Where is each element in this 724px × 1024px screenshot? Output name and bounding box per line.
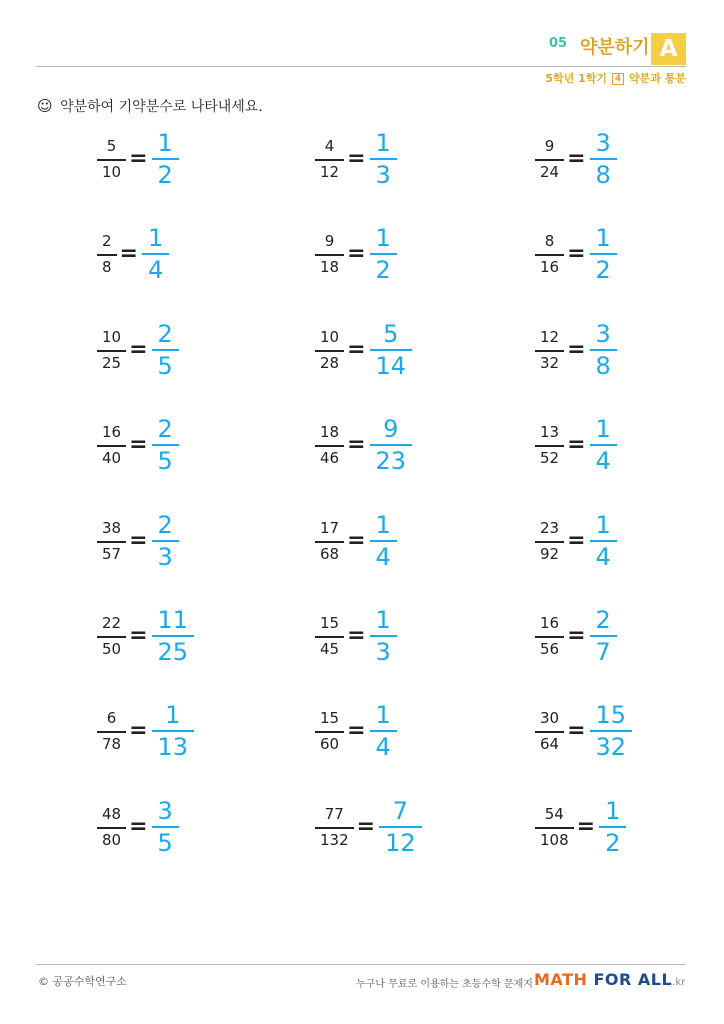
question-fraction bbox=[535, 327, 564, 372]
equals-sign: = bbox=[129, 814, 148, 839]
answer-numerator: 2 bbox=[157, 511, 173, 539]
question-denominator: 16 bbox=[540, 257, 560, 276]
question-denominator: 92 bbox=[540, 544, 560, 563]
answer-denominator: 5 bbox=[157, 829, 173, 857]
question-fraction bbox=[315, 518, 344, 563]
answer-numerator: 11 bbox=[157, 606, 189, 634]
equals-sign: = bbox=[129, 623, 148, 648]
fraction-bar bbox=[97, 159, 126, 161]
fraction-bar bbox=[535, 445, 564, 447]
fraction-bar bbox=[315, 159, 344, 161]
answer-fraction-bar bbox=[599, 826, 626, 828]
question-numerator: 2 bbox=[102, 231, 112, 250]
answer-denominator: 3 bbox=[157, 543, 173, 571]
answer-fraction-bar bbox=[590, 540, 617, 542]
problem-item bbox=[315, 799, 422, 855]
answer-denominator: 5 bbox=[157, 352, 173, 380]
problem-item bbox=[535, 226, 617, 282]
answer-denominator: 8 bbox=[595, 352, 611, 380]
equals-sign: = bbox=[347, 337, 366, 362]
answer-numerator: 1 bbox=[375, 606, 391, 634]
answer-fraction-bar bbox=[152, 826, 179, 828]
question-denominator: 12 bbox=[320, 162, 340, 181]
equals-sign: = bbox=[567, 432, 586, 457]
answer-numerator: 1 bbox=[375, 224, 391, 252]
footer-slogan: 누구나 무료로 이용하는 초등수학 문제지 bbox=[356, 979, 533, 990]
answer-fraction-bar bbox=[370, 540, 397, 542]
question-fraction bbox=[535, 136, 564, 181]
equals-sign: = bbox=[567, 718, 586, 743]
question-fraction bbox=[315, 231, 344, 276]
question-denominator: 56 bbox=[540, 639, 560, 658]
answer-fraction-bar bbox=[590, 253, 617, 255]
answer-fraction bbox=[152, 131, 179, 187]
subtitle-chapter: 약분과 통분 bbox=[629, 72, 686, 85]
instruction-text: 약분하여 기약분수로 나타내세요. bbox=[60, 99, 263, 115]
answer-numerator: 1 bbox=[375, 701, 391, 729]
problem-item bbox=[535, 513, 617, 569]
answer-numerator: 1 bbox=[595, 415, 611, 443]
answer-fraction-bar bbox=[152, 349, 179, 351]
answer-fraction-bar bbox=[590, 635, 617, 637]
fraction-bar bbox=[315, 445, 344, 447]
answer-fraction-bar bbox=[142, 253, 169, 255]
equals-sign: = bbox=[347, 528, 366, 553]
answer-numerator: 1 bbox=[375, 511, 391, 539]
answer-numerator: 2 bbox=[595, 606, 611, 634]
answer-denominator: 14 bbox=[375, 352, 407, 380]
question-fraction bbox=[97, 613, 126, 658]
question-numerator: 15 bbox=[320, 708, 340, 727]
answer-numerator: 7 bbox=[392, 797, 408, 825]
answer-fraction bbox=[142, 226, 169, 282]
question-numerator: 6 bbox=[106, 708, 117, 727]
brand-math: MATH bbox=[534, 970, 594, 989]
answer-denominator: 4 bbox=[147, 256, 164, 284]
smiley-icon: ☺ bbox=[37, 97, 53, 115]
answer-numerator: 3 bbox=[595, 129, 611, 157]
problem-item bbox=[535, 799, 626, 855]
equals-sign: = bbox=[129, 718, 148, 743]
equals-sign: = bbox=[129, 146, 148, 171]
answer-fraction bbox=[370, 131, 397, 187]
fraction-bar bbox=[315, 731, 344, 733]
answer-denominator: 5 bbox=[157, 447, 173, 475]
equals-sign: = bbox=[576, 814, 596, 839]
question-numerator: 54 bbox=[544, 804, 564, 823]
answer-fraction bbox=[152, 608, 195, 664]
equals-sign: = bbox=[129, 528, 148, 553]
fraction-bar bbox=[97, 350, 126, 352]
answer-fraction-bar bbox=[152, 444, 179, 446]
answer-fraction bbox=[590, 703, 633, 759]
fraction-bar bbox=[535, 636, 564, 638]
question-numerator: 10 bbox=[320, 327, 340, 346]
equals-sign: = bbox=[567, 337, 586, 362]
worksheet-title: 약분하기 bbox=[580, 37, 650, 58]
question-denominator: 40 bbox=[102, 448, 122, 467]
answer-fraction-bar bbox=[590, 730, 633, 732]
question-denominator: 57 bbox=[102, 544, 122, 563]
problem-item bbox=[315, 608, 397, 664]
answer-denominator: 4 bbox=[375, 733, 391, 761]
copyright: © 공공수학연구소 bbox=[38, 975, 127, 988]
answer-denominator: 3 bbox=[375, 161, 391, 189]
answer-fraction-bar bbox=[379, 826, 422, 828]
fraction-bar bbox=[535, 541, 564, 543]
answer-fraction-bar bbox=[590, 444, 617, 446]
answer-fraction-bar bbox=[370, 730, 397, 732]
answer-fraction-bar bbox=[370, 158, 397, 160]
question-numerator: 5 bbox=[106, 136, 117, 155]
answer-fraction-bar bbox=[152, 730, 195, 732]
answer-fraction-bar bbox=[370, 635, 397, 637]
answer-denominator: 4 bbox=[595, 447, 611, 475]
answer-denominator: 7 bbox=[595, 638, 611, 666]
answer-numerator: 3 bbox=[595, 320, 611, 348]
equals-sign: = bbox=[347, 718, 366, 743]
problem-item bbox=[97, 799, 179, 855]
question-denominator: 80 bbox=[102, 830, 122, 849]
question-numerator: 12 bbox=[540, 327, 560, 346]
question-fraction bbox=[97, 231, 117, 276]
problem-item bbox=[97, 513, 179, 569]
question-denominator: 132 bbox=[320, 830, 349, 849]
answer-fraction bbox=[152, 513, 179, 569]
problem-item bbox=[97, 322, 179, 378]
answer-denominator: 2 bbox=[605, 829, 621, 857]
brand-suffix: .kr bbox=[672, 977, 686, 988]
answer-fraction bbox=[379, 799, 422, 855]
question-numerator: 9 bbox=[544, 136, 555, 155]
answer-denominator: 23 bbox=[375, 447, 407, 475]
answer-fraction bbox=[590, 322, 617, 378]
equals-sign: = bbox=[119, 241, 138, 266]
answer-fraction bbox=[370, 703, 397, 759]
brand-forall: FOR ALL bbox=[593, 970, 673, 989]
question-denominator: 52 bbox=[540, 448, 560, 467]
chapter-number-box: 4 bbox=[612, 73, 624, 85]
question-fraction bbox=[97, 708, 126, 753]
question-numerator: 23 bbox=[540, 518, 560, 537]
fraction-bar bbox=[315, 350, 344, 352]
problem-item bbox=[97, 703, 194, 759]
problem-item bbox=[315, 322, 412, 378]
question-numerator: 48 bbox=[102, 804, 122, 823]
fraction-bar bbox=[535, 254, 564, 256]
answer-fraction bbox=[370, 513, 397, 569]
question-fraction bbox=[535, 804, 574, 849]
problem-item bbox=[535, 131, 617, 187]
answer-denominator: 32 bbox=[595, 733, 627, 761]
problem-item bbox=[315, 703, 397, 759]
question-fraction bbox=[315, 804, 354, 849]
question-denominator: 108 bbox=[540, 830, 569, 849]
question-numerator: 13 bbox=[540, 422, 560, 441]
answer-numerator: 5 bbox=[383, 320, 399, 348]
equals-sign: = bbox=[347, 432, 366, 457]
problem-item bbox=[535, 417, 617, 473]
answer-denominator: 12 bbox=[385, 829, 416, 857]
problem-item bbox=[535, 703, 632, 759]
problem-item bbox=[535, 322, 617, 378]
question-fraction bbox=[315, 136, 344, 181]
fraction-bar bbox=[315, 541, 344, 543]
equals-sign: = bbox=[347, 623, 366, 648]
question-numerator: 18 bbox=[320, 422, 340, 441]
problem-item bbox=[315, 131, 397, 187]
problem-item bbox=[535, 608, 617, 664]
answer-fraction-bar bbox=[590, 349, 617, 351]
question-numerator: 22 bbox=[102, 613, 122, 632]
fraction-bar bbox=[535, 350, 564, 352]
question-denominator: 28 bbox=[320, 353, 340, 372]
answer-denominator: 13 bbox=[157, 733, 189, 761]
answer-fraction bbox=[590, 513, 617, 569]
answer-fraction bbox=[370, 608, 397, 664]
question-numerator: 8 bbox=[544, 231, 555, 250]
question-numerator: 16 bbox=[102, 422, 122, 441]
question-numerator: 10 bbox=[102, 327, 122, 346]
answer-denominator: 4 bbox=[595, 543, 611, 571]
fraction-bar bbox=[97, 636, 126, 638]
problem-item bbox=[315, 513, 397, 569]
question-fraction bbox=[535, 422, 564, 467]
fraction-bar bbox=[315, 827, 354, 829]
question-fraction bbox=[535, 613, 564, 658]
equals-sign: = bbox=[356, 814, 376, 839]
question-denominator: 25 bbox=[102, 353, 122, 372]
brand-logo bbox=[534, 970, 685, 989]
problem-item bbox=[315, 417, 412, 473]
equals-sign: = bbox=[129, 337, 148, 362]
answer-fraction bbox=[590, 226, 617, 282]
equals-sign: = bbox=[347, 146, 366, 171]
fraction-bar bbox=[535, 731, 564, 733]
answer-numerator: 15 bbox=[595, 701, 627, 729]
equals-sign: = bbox=[567, 146, 586, 171]
fraction-bar bbox=[97, 445, 126, 447]
answer-fraction bbox=[152, 322, 179, 378]
problem-item bbox=[315, 226, 397, 282]
question-fraction bbox=[315, 613, 344, 658]
subtitle-grade: 5학년 1학기 bbox=[545, 72, 608, 85]
level-badge: A bbox=[651, 33, 686, 65]
answer-fraction bbox=[590, 131, 617, 187]
answer-fraction-bar bbox=[152, 635, 195, 637]
unit-number: 05 bbox=[549, 36, 568, 51]
answer-fraction bbox=[590, 417, 617, 473]
answer-fraction-bar bbox=[152, 158, 179, 160]
question-fraction bbox=[535, 518, 564, 563]
equals-sign: = bbox=[567, 528, 586, 553]
fraction-bar bbox=[315, 636, 344, 638]
question-denominator: 8 bbox=[102, 257, 112, 276]
question-denominator: 10 bbox=[102, 162, 122, 181]
answer-fraction-bar bbox=[370, 253, 397, 255]
answer-numerator: 1 bbox=[595, 224, 611, 252]
answer-fraction bbox=[599, 799, 626, 855]
answer-numerator: 9 bbox=[383, 415, 399, 443]
question-fraction bbox=[315, 422, 344, 467]
equals-sign: = bbox=[567, 623, 586, 648]
question-denominator: 50 bbox=[102, 639, 122, 658]
fraction-bar bbox=[97, 731, 126, 733]
question-numerator: 30 bbox=[540, 708, 560, 727]
question-numerator: 38 bbox=[102, 518, 122, 537]
question-fraction bbox=[97, 327, 126, 372]
question-fraction bbox=[97, 136, 126, 181]
answer-numerator: 1 bbox=[605, 797, 621, 825]
fraction-bar bbox=[315, 254, 344, 256]
equals-sign: = bbox=[347, 241, 366, 266]
question-denominator: 46 bbox=[320, 448, 340, 467]
question-denominator: 60 bbox=[320, 734, 340, 753]
question-numerator: 77 bbox=[324, 804, 344, 823]
question-numerator: 17 bbox=[320, 518, 340, 537]
answer-fraction bbox=[152, 799, 179, 855]
problem-item bbox=[97, 226, 169, 282]
problem-item bbox=[97, 417, 179, 473]
answer-denominator: 2 bbox=[157, 161, 173, 189]
equals-sign: = bbox=[567, 241, 586, 266]
problem-item bbox=[97, 608, 194, 664]
question-denominator: 45 bbox=[320, 639, 340, 658]
question-denominator: 64 bbox=[540, 734, 560, 753]
question-denominator: 68 bbox=[320, 544, 340, 563]
answer-numerator: 1 bbox=[157, 129, 173, 157]
answer-numerator: 1 bbox=[165, 701, 181, 729]
question-fraction bbox=[97, 518, 126, 563]
answer-fraction-bar bbox=[370, 349, 413, 351]
question-numerator: 16 bbox=[540, 613, 560, 632]
answer-fraction bbox=[590, 608, 617, 664]
footer-divider bbox=[36, 964, 686, 965]
fraction-bar bbox=[97, 541, 126, 543]
answer-numerator: 2 bbox=[157, 320, 173, 348]
answer-fraction bbox=[152, 417, 179, 473]
answer-numerator: 3 bbox=[157, 797, 173, 825]
question-denominator: 32 bbox=[540, 353, 560, 372]
question-fraction bbox=[97, 422, 126, 467]
question-numerator: 4 bbox=[324, 136, 335, 155]
answer-denominator: 2 bbox=[375, 256, 391, 284]
answer-fraction bbox=[370, 226, 397, 282]
question-denominator: 18 bbox=[320, 257, 340, 276]
answer-fraction bbox=[152, 703, 195, 759]
fraction-bar bbox=[535, 827, 574, 829]
answer-fraction-bar bbox=[590, 158, 617, 160]
fraction-bar bbox=[97, 254, 117, 256]
answer-numerator: 2 bbox=[157, 415, 173, 443]
answer-fraction-bar bbox=[370, 444, 413, 446]
answer-denominator: 25 bbox=[157, 638, 189, 666]
question-numerator: 15 bbox=[320, 613, 340, 632]
answer-denominator: 3 bbox=[375, 638, 391, 666]
answer-denominator: 2 bbox=[595, 256, 611, 284]
question-fraction bbox=[535, 708, 564, 753]
answer-fraction bbox=[370, 322, 413, 378]
answer-denominator: 8 bbox=[595, 161, 611, 189]
question-denominator: 78 bbox=[102, 734, 122, 753]
question-fraction bbox=[535, 231, 564, 276]
fraction-bar bbox=[97, 827, 126, 829]
problem-item bbox=[97, 131, 179, 187]
fraction-bar bbox=[535, 159, 564, 161]
question-denominator: 24 bbox=[540, 162, 560, 181]
answer-denominator: 4 bbox=[375, 543, 391, 571]
answer-numerator: 1 bbox=[147, 224, 164, 252]
question-fraction bbox=[97, 804, 126, 849]
answer-numerator: 1 bbox=[375, 129, 391, 157]
question-fraction bbox=[315, 708, 344, 753]
answer-numerator: 1 bbox=[595, 511, 611, 539]
answer-fraction bbox=[370, 417, 413, 473]
question-numerator: 9 bbox=[324, 231, 335, 250]
question-fraction bbox=[315, 327, 344, 372]
equals-sign: = bbox=[129, 432, 148, 457]
answer-fraction-bar bbox=[152, 540, 179, 542]
